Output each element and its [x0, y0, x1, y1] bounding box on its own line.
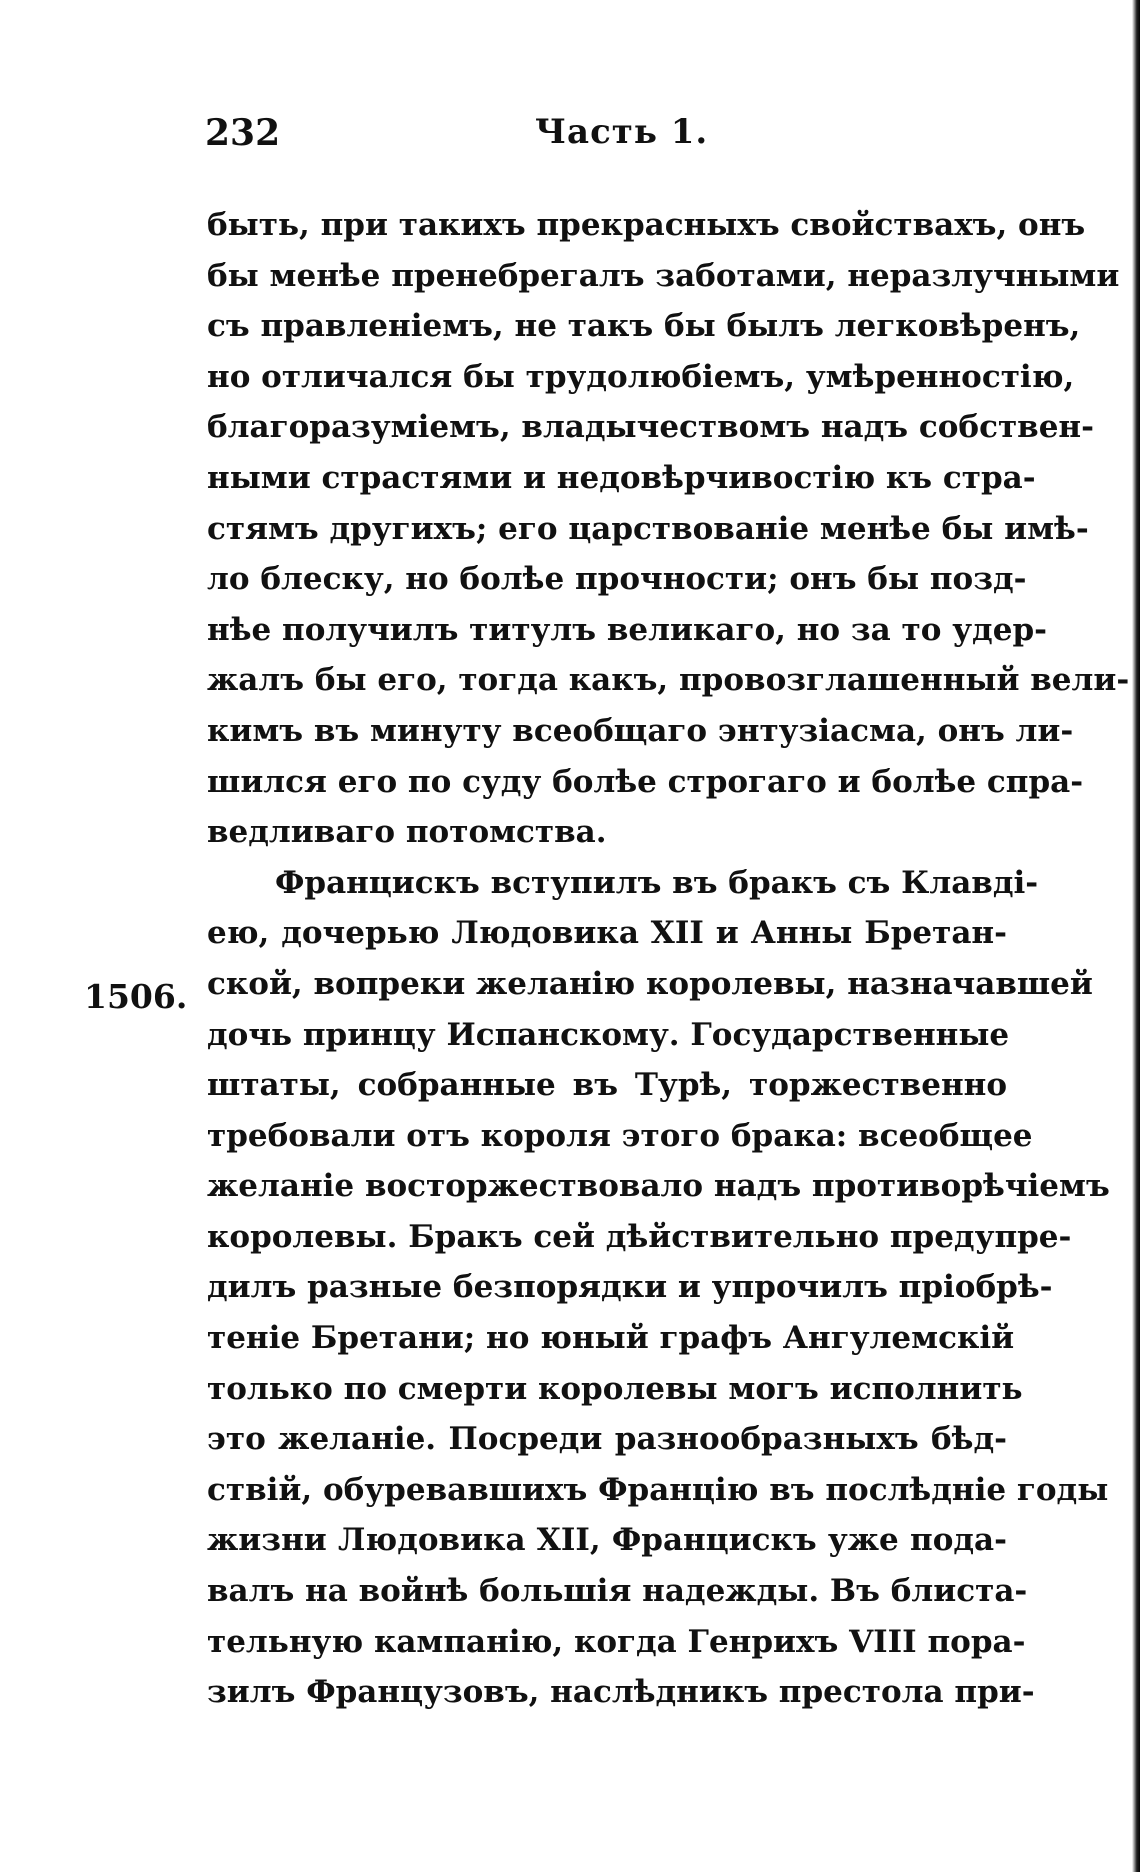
- text-line: кимъ въ минуту всеобщаго энтузіасма, онъ ли-: [207, 712, 1074, 749]
- text-line: Францискъ вступилъ въ бракъ съ Клавді-: [275, 864, 1039, 901]
- text-line: требовали отъ короля этого брака: всеобщее: [207, 1117, 1033, 1154]
- paragraph-2: [207, 858, 1110, 1718]
- text-line: желаніе восторжествовало надъ противорѣчіемъ: [207, 1168, 1110, 1205]
- running-head: Часть 1.: [535, 112, 709, 152]
- text-line: стямъ другихъ; его царствованіе менѣе бы имѣ-: [207, 510, 1089, 547]
- text-line: валъ на войнѣ большія надежды. Въ блиста-: [207, 1573, 1028, 1610]
- text-line: съ правленіемъ, не такъ бы былъ легковѣренъ,: [207, 308, 1081, 345]
- text-line: зилъ Французовъ, наслѣдникъ престола при-: [207, 1674, 1035, 1711]
- text-line: ведливаго потомства.: [207, 814, 607, 851]
- text-line: жалъ бы его, тогда какъ, провозглашенный вели-: [207, 662, 1130, 699]
- text-line: нѣе получилъ титулъ великаго, но за то удер-: [207, 611, 1047, 648]
- text-line: бы менѣе пренебрегалъ заботами, неразлучными: [207, 257, 1120, 294]
- text-line: теніе Бретани; но юный графъ Ангулемскій: [207, 1320, 1015, 1357]
- page-number: 232: [205, 112, 281, 154]
- page-header: [205, 112, 1005, 162]
- text-line: это желаніе. Посреди разнообразныхъ бѣд-: [207, 1421, 1007, 1458]
- text-line: королевы. Бракъ сей дѣйствительно предупре-: [207, 1218, 1072, 1255]
- text-line: только по смерти королевы могъ исполнить: [207, 1370, 1023, 1407]
- paragraph-1: [207, 200, 1130, 858]
- text-line: дочь принцу Испанскому. Государственные: [207, 1016, 1010, 1053]
- text-line: ло блеску, но болѣе прочности; онъ бы позд-: [207, 561, 1027, 598]
- text-line: ею, дочерью Людовика XII и Анны Бретан-: [207, 915, 1007, 952]
- text-line: шился его по суду болѣе строгаго и болѣе спра-: [207, 763, 1084, 800]
- text-line: благоразуміемъ, владычествомъ надъ собствен-: [207, 409, 1094, 446]
- margin-year-note: 1506.: [84, 977, 188, 1016]
- text-line: штаты, собранные въ Турѣ, торжественно: [207, 1067, 1007, 1104]
- text-line: жизни Людовика XII, Францискъ уже пода-: [207, 1522, 1007, 1559]
- text-line: ской, вопреки желанію королевы, назначавшей: [207, 965, 1093, 1002]
- text-line: ными страстями и недовѣрчивостію къ стра-: [207, 459, 1036, 496]
- text-line: быть, при такихъ прекрасныхъ свойствахъ, онъ: [207, 207, 1086, 243]
- text-line: ствій, обуревавшихъ Францію въ послѣдніе годы: [207, 1471, 1109, 1508]
- text-line: но отличался бы трудолюбіемъ, умѣренностію,: [207, 358, 1075, 395]
- body-text: [207, 200, 1130, 1718]
- text-line: дилъ разные безпорядки и упрочилъ пріобрѣ-: [207, 1269, 1053, 1306]
- scan-page-edge: [1132, 0, 1140, 1872]
- text-line: тельную кампанію, когда Генрихъ VIII пора-: [207, 1623, 1026, 1660]
